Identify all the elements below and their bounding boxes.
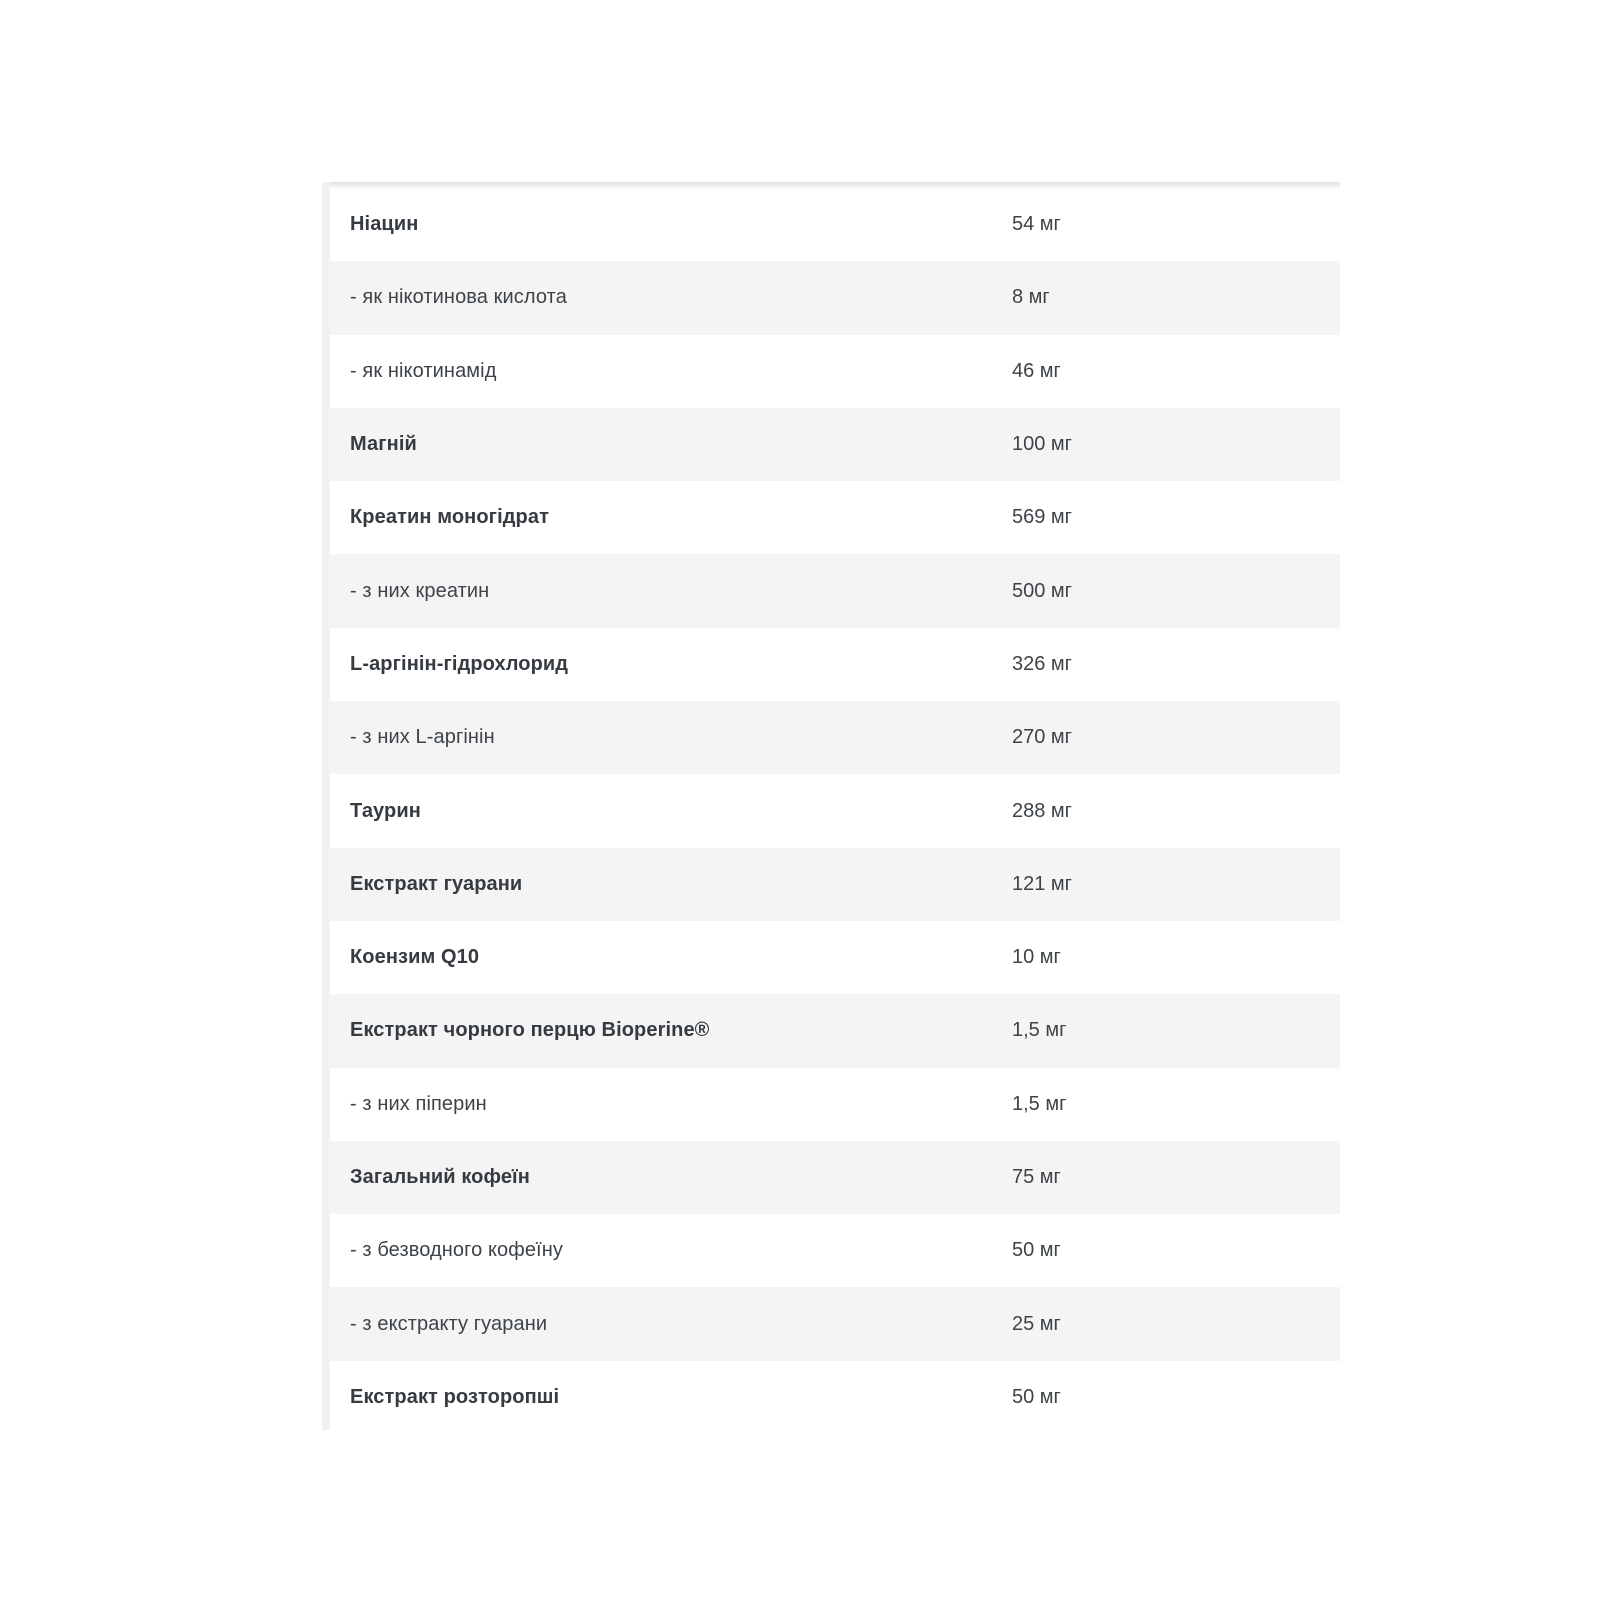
- ingredient-name: - з екстракту гуарани: [350, 1312, 548, 1335]
- ingredient-amount: 46 мг: [1012, 359, 1061, 382]
- ingredient-amount: 288 мг: [1012, 799, 1072, 822]
- ingredient-name: - з них креатин: [350, 579, 490, 602]
- ingredient-name: Екстракт чорного перцю Bioperine®: [350, 1019, 710, 1042]
- table-row: [330, 1214, 1340, 1287]
- ingredient-name: Ніацин: [350, 213, 419, 236]
- ingredient-amount: 1,5 мг: [1012, 1019, 1067, 1042]
- ingredient-amount: 50 мг: [1012, 1239, 1061, 1262]
- ingredient-name: Коензим Q10: [350, 946, 480, 969]
- table-row: [330, 481, 1340, 554]
- ingredient-name: - як нікотинамід: [350, 359, 497, 382]
- ingredient-name: Магній: [350, 433, 417, 456]
- ingredient-amount: 121 мг: [1012, 872, 1072, 895]
- ingredient-amount: 500 мг: [1012, 579, 1072, 602]
- ingredient-name: L-аргінін-гідрохлорид: [350, 652, 569, 675]
- ingredient-amount: 8 мг: [1012, 286, 1050, 309]
- ingredient-amount: 1,5 мг: [1012, 1092, 1067, 1115]
- ingredient-name: - з безводного кофеїну: [350, 1239, 563, 1262]
- table-row: [330, 701, 1340, 774]
- table-row: [330, 921, 1340, 994]
- ingredient-amount: 50 мг: [1012, 1385, 1061, 1408]
- table-row: [330, 848, 1340, 921]
- table-row: [330, 261, 1340, 334]
- table-row: [330, 1068, 1340, 1141]
- table-row: [330, 1361, 1340, 1434]
- ingredient-name: Екстракт гуарани: [350, 872, 523, 895]
- table-row: [330, 1287, 1340, 1360]
- ingredient-name: - з них L-аргінін: [350, 726, 495, 749]
- table-left-border: [322, 182, 330, 1430]
- table-row: [330, 408, 1340, 481]
- table-body: [330, 188, 1340, 1434]
- ingredient-name: Загальний кофеїн: [350, 1166, 530, 1188]
- table-row: [330, 554, 1340, 627]
- table-row: [330, 1141, 1340, 1214]
- ingredient-name: Таурин: [350, 799, 421, 822]
- ingredient-name: Екстракт розторопші: [350, 1385, 560, 1408]
- ingredient-amount: 270 мг: [1012, 726, 1072, 749]
- ingredient-name: - з них піперин: [350, 1092, 487, 1115]
- table-row: [330, 335, 1340, 408]
- ingredient-amount: 569 мг: [1012, 506, 1072, 529]
- ingredient-name: - як нікотинова кислота: [350, 286, 567, 309]
- ingredient-amount: 75 мг: [1012, 1166, 1061, 1188]
- table-row: [330, 628, 1340, 701]
- ingredient-amount: 54 мг: [1012, 213, 1061, 236]
- ingredient-amount: 326 мг: [1012, 652, 1072, 675]
- ingredient-amount: 10 мг: [1012, 946, 1061, 969]
- table-row: [330, 774, 1340, 847]
- ingredient-name: Креатин моногідрат: [350, 506, 549, 529]
- table-row: [330, 994, 1340, 1067]
- table-row: [330, 188, 1340, 261]
- ingredient-amount: 100 мг: [1012, 433, 1072, 456]
- ingredient-amount: 25 мг: [1012, 1312, 1061, 1335]
